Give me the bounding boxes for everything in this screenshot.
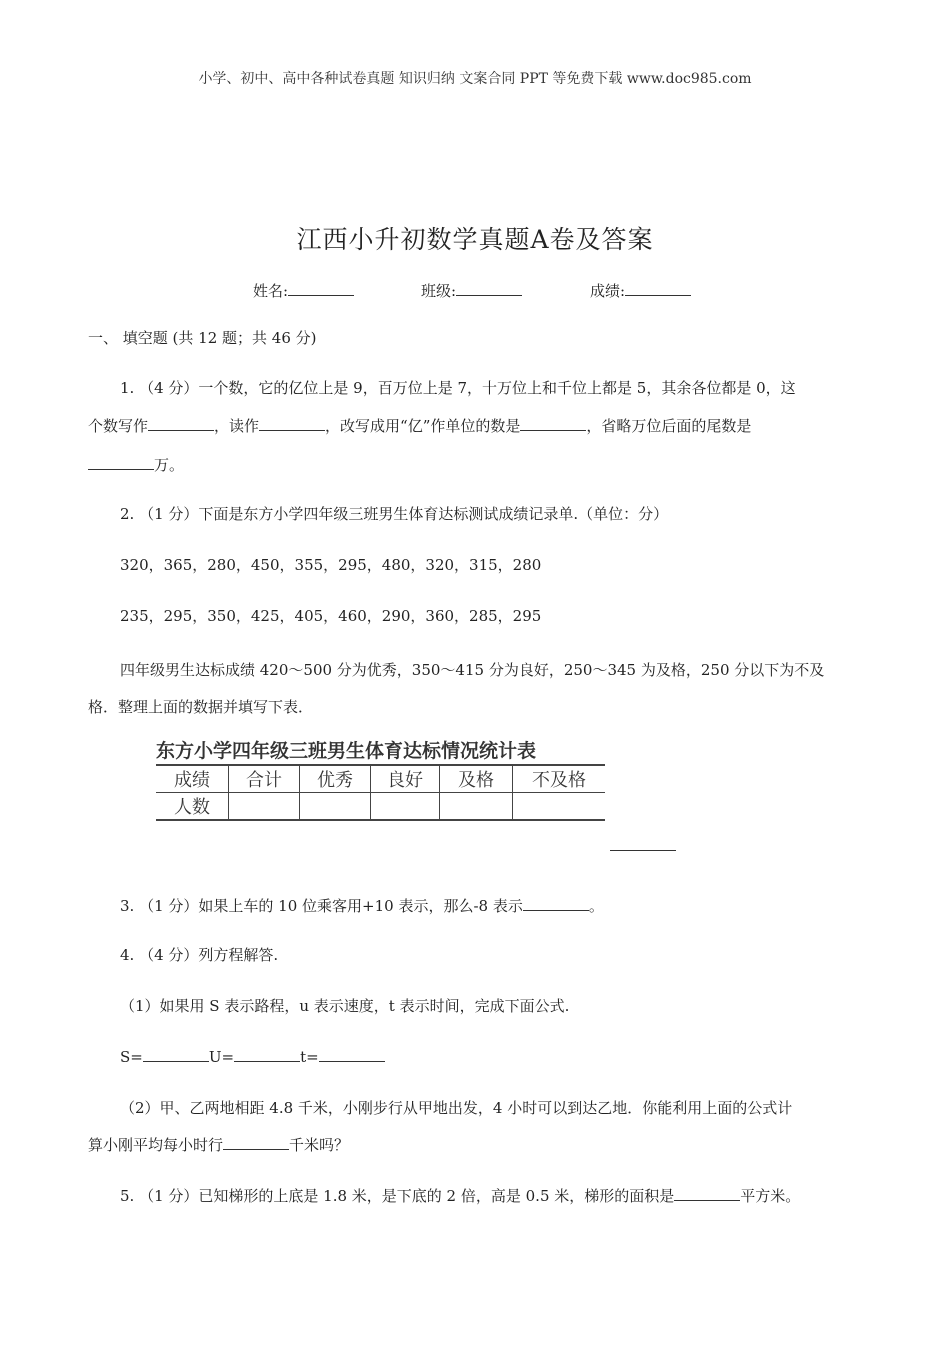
q3-blank: [523, 895, 589, 911]
q2-data-row1: 320，365，280，450，355，295，480，320，315，280: [120, 556, 542, 574]
q1-text-e: 万。: [154, 456, 185, 474]
q5-text-b: 平方米。: [740, 1187, 801, 1205]
class-field: [421, 280, 522, 301]
q1-blank-2: [259, 415, 325, 431]
document-title: 江西小升初数学真题A卷及答案: [296, 225, 654, 254]
q1-text-d: ，省略万位后面的尾数是: [586, 417, 752, 435]
stats-table-title: 东方小学四年级三班男生体育达标情况统计表: [156, 740, 537, 762]
q3-line1: [120, 895, 604, 916]
q2-data-row2: 235，295，350，425，405，460，290，360，285，295: [120, 607, 542, 625]
table-header-cell: 优秀: [300, 765, 371, 793]
q1-text-b: ，读作: [214, 417, 260, 435]
q5-blank: [674, 1185, 740, 1201]
q5-text-a: 5. （1 分）已知梯形的上底是 1.8 米，是下底的 2 倍，高是 0.5 米，梯形的面积是: [120, 1187, 675, 1205]
stats-table-figure: [156, 738, 606, 821]
name-blank: [288, 280, 354, 296]
page-header: 小学、初中、高中各种试卷真题 知识归纳 文案合同 PPT 等免费下载 www.doc985.com: [198, 71, 752, 87]
q1-text-a: 个数写作: [88, 417, 149, 435]
q1-blank-3: [520, 415, 586, 431]
q1-line3: [88, 454, 184, 475]
q4-u-blank: [234, 1046, 300, 1062]
table-header-row: [156, 765, 605, 793]
q2-line1: 2. （1 分）下面是东方小学四年级三班男生体育达标测试成绩记录单.（单位：分）: [120, 505, 669, 523]
score-blank: [625, 280, 691, 296]
q4-u-label: U=: [208, 1048, 235, 1066]
q1-blank-4: [88, 454, 154, 470]
table-header-cell: 及格: [440, 765, 513, 793]
section-heading: 一、 填空题 (共 12 题；共 46 分): [88, 329, 317, 347]
table-cell-empty: [513, 793, 606, 821]
q4-blank-speed: [223, 1134, 289, 1150]
table-row-label: 人数: [156, 793, 229, 821]
q4-line4: （2）甲、乙两地相距 4.8 千米，小刚步行从甲地出发，4 小时可以到达乙地．你能利用上面的公式计: [120, 1099, 793, 1117]
q4-s-blank: [143, 1046, 209, 1062]
class-label: 班级:: [421, 282, 457, 300]
q4-line5: [88, 1134, 349, 1155]
score-field: [590, 280, 691, 301]
table-cell-empty: [300, 793, 371, 821]
table-header-cell: 不及格: [513, 765, 606, 793]
q2-line5: 格．整理上面的数据并填写下表．: [88, 698, 314, 716]
q4-text-b: 千米吗？: [289, 1136, 350, 1154]
table-cell-empty: [440, 793, 513, 821]
q3-text-a: 3. （1 分）如果上车的 10 位乘客用+10 表示，那么-8 表示: [120, 897, 523, 915]
class-blank: [456, 280, 522, 296]
name-label: 姓名:: [253, 282, 289, 300]
name-field: [253, 280, 354, 301]
q4-s-label: S=: [120, 1048, 143, 1066]
stats-table: [156, 764, 605, 821]
q1-blank-1: [148, 415, 214, 431]
q4-text-a: 算小刚平均每小时行: [88, 1136, 224, 1154]
q5-line1: [120, 1185, 800, 1206]
q4-t-blank: [319, 1046, 385, 1062]
q4-formula-line: [120, 1046, 385, 1066]
table-header-cell: 合计: [229, 765, 300, 793]
table-header-cell: 良好: [371, 765, 440, 793]
q4-line2: （1）如果用 S 表示路程，u 表示速度，t 表示时间，完成下面公式.: [120, 997, 570, 1015]
q1-line1: 1. （4 分）一个数，它的亿位上是 9，百万位上是 7，十万位上和千位上都是 5，其余各位都是 0，这: [120, 379, 796, 397]
q2-line4: 四年级男生达标成绩 420～500 分为优秀，350～415 分为良好，250～345 为及格，250 分以下为不及: [120, 661, 825, 679]
table-cell-empty: [371, 793, 440, 821]
table-header-cell: 成绩: [156, 765, 229, 793]
q1-line2: [88, 415, 751, 436]
q2-answer-blank: [610, 838, 676, 851]
q1-text-c: ，改写成用“亿”作单位的数是: [325, 417, 521, 435]
q4-line1: 4. （4 分）列方程解答.: [120, 946, 279, 964]
q4-t-label: t=: [300, 1048, 319, 1066]
table-row: [156, 793, 605, 821]
q3-text-b: 。: [588, 897, 604, 915]
table-cell-empty: [229, 793, 300, 821]
score-label: 成绩:: [590, 282, 626, 300]
